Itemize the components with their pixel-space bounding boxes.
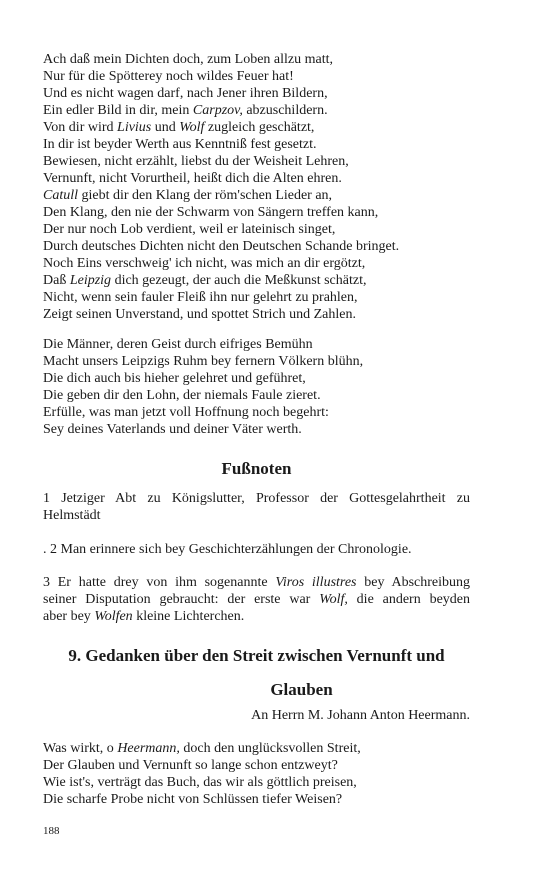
poem-text: Sey deines Vaterlands und deiner Väter werth. [43, 422, 302, 437]
footnote-3-line-2 [43, 591, 470, 608]
footnote-1-line-1: 1 Jetziger Abt zu Königslutter, Professor der Gottesgelahrtheit zu [43, 491, 470, 506]
poem-text: Daß [43, 273, 70, 288]
poem-text: Die geben dir den Lohn, der niemals Faule zieret. [43, 388, 321, 403]
poem-text: Nur für die Spötterey noch wildes Feuer hat! [43, 69, 294, 84]
poem-line [43, 353, 363, 370]
poem-italic-name: Carpzov, [192, 103, 243, 118]
poem-text: Die Männer, deren Geist durch eifriges Bemühn [43, 337, 313, 352]
poem-text: zugleich geschätzt, [204, 120, 315, 135]
poem-italic-name: Heermann, [117, 741, 180, 756]
poem-line [43, 774, 361, 791]
poem-italic-name: Wolf [179, 120, 205, 135]
poem-line [43, 387, 363, 404]
poem-text: Macht unsers Leipzigs Ruhm bey fernern Völkern blühn, [43, 354, 364, 369]
poem-line [43, 170, 399, 187]
footnote-3-text: kleine Lichterchen. [132, 609, 245, 624]
poem-line [43, 204, 399, 221]
footnote-3-text: 3 Er hatte drey von ihm sogenannte [43, 575, 276, 590]
poem-text: Was wirkt, o [43, 741, 118, 756]
poem-italic-name: Leipzig [69, 273, 112, 288]
poem-text: Die scharfe Probe nicht von Schlüssen tiefer Weisen? [43, 792, 343, 807]
poem-text: In dir ist beyder Werth aus Kenntniß fest gesetzt. [43, 137, 317, 152]
poem-text: Zeigt seinen Unverstand, und spottet Strich und Zahlen. [43, 307, 356, 322]
poem-text: Durch deutsches Dichten nicht den Deutschen Schande bringet. [43, 239, 400, 254]
poem-line [43, 51, 399, 68]
poem-text: Noch Eins verschweig' ich nicht, was mich an dir ergötzt, [43, 256, 366, 271]
poem-text: Der nur noch Lob verdient, weil er lateinisch singet, [43, 222, 336, 237]
poem-line [43, 306, 399, 323]
dedication: An Herrn M. Johann Anton Heermann. [251, 708, 470, 723]
poem-line [43, 102, 399, 119]
chapter-title-line-1: 9. Gedanken über den Streit zwischen Vernunft und [68, 646, 445, 665]
poem-text: Und es nicht wagen darf, nach Jener ihren Bildern, [43, 86, 328, 101]
poem-line [43, 153, 399, 170]
poem-text: Die dich auch bis hieher gelehret und geführet, [43, 371, 306, 386]
poem-stanza-1 [43, 51, 399, 323]
poem-line [43, 119, 399, 136]
poem-text: Den Klang, den nie der Schwarm von Sängern treffen kann, [43, 205, 379, 220]
poem-stanza-2 [43, 336, 363, 438]
footnote-3-text: die andern beyden [347, 592, 470, 607]
poem-line [43, 136, 399, 153]
page-number: 188 [43, 825, 60, 837]
poem-line [43, 289, 399, 306]
poem-line [43, 370, 363, 387]
poem-text: Bewiesen, nicht erzählt, liebst du der Weisheit Lehren, [43, 154, 349, 169]
poem-line [43, 272, 399, 289]
poem-line [43, 238, 399, 255]
poem-text: Von dir wird [43, 120, 118, 135]
poem-text: Vernunft, nicht Vorurtheil, heißt dich die Alten ehren. [43, 171, 342, 186]
poem-line [43, 336, 363, 353]
poem-line [43, 421, 363, 438]
footnote-3-text: aber bey [43, 609, 95, 624]
footnote-2-line-1: . 2 Man erinnere sich bey Geschichterzählungen der Chronologie. [43, 542, 412, 557]
footnote-3-line-1 [43, 574, 470, 591]
poem-text: abzuschildern. [242, 103, 328, 118]
footnote-3-text: seiner Disputation gebraucht: der erste war [43, 592, 320, 607]
poem-italic-name: Catull [43, 188, 79, 203]
poem-line [43, 68, 399, 85]
footnote-3-italic: Wolf, [319, 592, 348, 607]
poem-text: Nicht, wenn sein fauler Fleiß ihn nur gelehrt zu prahlen, [43, 290, 358, 305]
poem-stanza-3 [43, 740, 361, 808]
poem-text: Ein edler Bild in dir, mein [43, 103, 193, 118]
poem-italic-name: Livius [117, 120, 152, 135]
poem-text: doch den unglücksvollen Streit, [179, 741, 361, 756]
footnote-2 [43, 541, 470, 558]
footnote-1-line-2: Helmstädt [43, 508, 101, 523]
poem-text: Erfülle, was man jetzt voll Hoffnung noch begehrt: [43, 405, 329, 420]
poem-line [43, 255, 399, 272]
footnote-3 [43, 574, 470, 625]
poem-text: Der Glauben und Vernunft so lange schon entzweyt? [43, 758, 338, 773]
poem-text: und [151, 120, 180, 135]
footnote-1 [43, 490, 470, 524]
poem-text: Wie ist's, verträgt das Buch, das wir als göttlich preisen, [43, 775, 357, 790]
footnote-3-italic: Wolfen [94, 609, 133, 624]
poem-line [43, 404, 363, 421]
poem-line [43, 85, 399, 102]
poem-line [43, 757, 361, 774]
footnotes-heading: Fußnoten [221, 459, 292, 478]
poem-line [43, 740, 361, 757]
chapter-title-line-2: Glauben [270, 680, 333, 699]
poem-line [43, 187, 399, 204]
poem-line [43, 791, 361, 808]
poem-text: dich gezeugt, der auch die Meßkunst schätzt, [111, 273, 367, 288]
footnote-3-text: bey Abschreibung [356, 575, 470, 590]
footnote-3-italic: Viros illustres [275, 575, 357, 590]
poem-text: giebt dir den Klang der röm'schen Lieder an, [78, 188, 333, 203]
poem-line [43, 221, 399, 238]
footnote-3-line-3 [43, 608, 470, 625]
poem-text: Ach daß mein Dichten doch, zum Loben allzu matt, [43, 52, 334, 67]
